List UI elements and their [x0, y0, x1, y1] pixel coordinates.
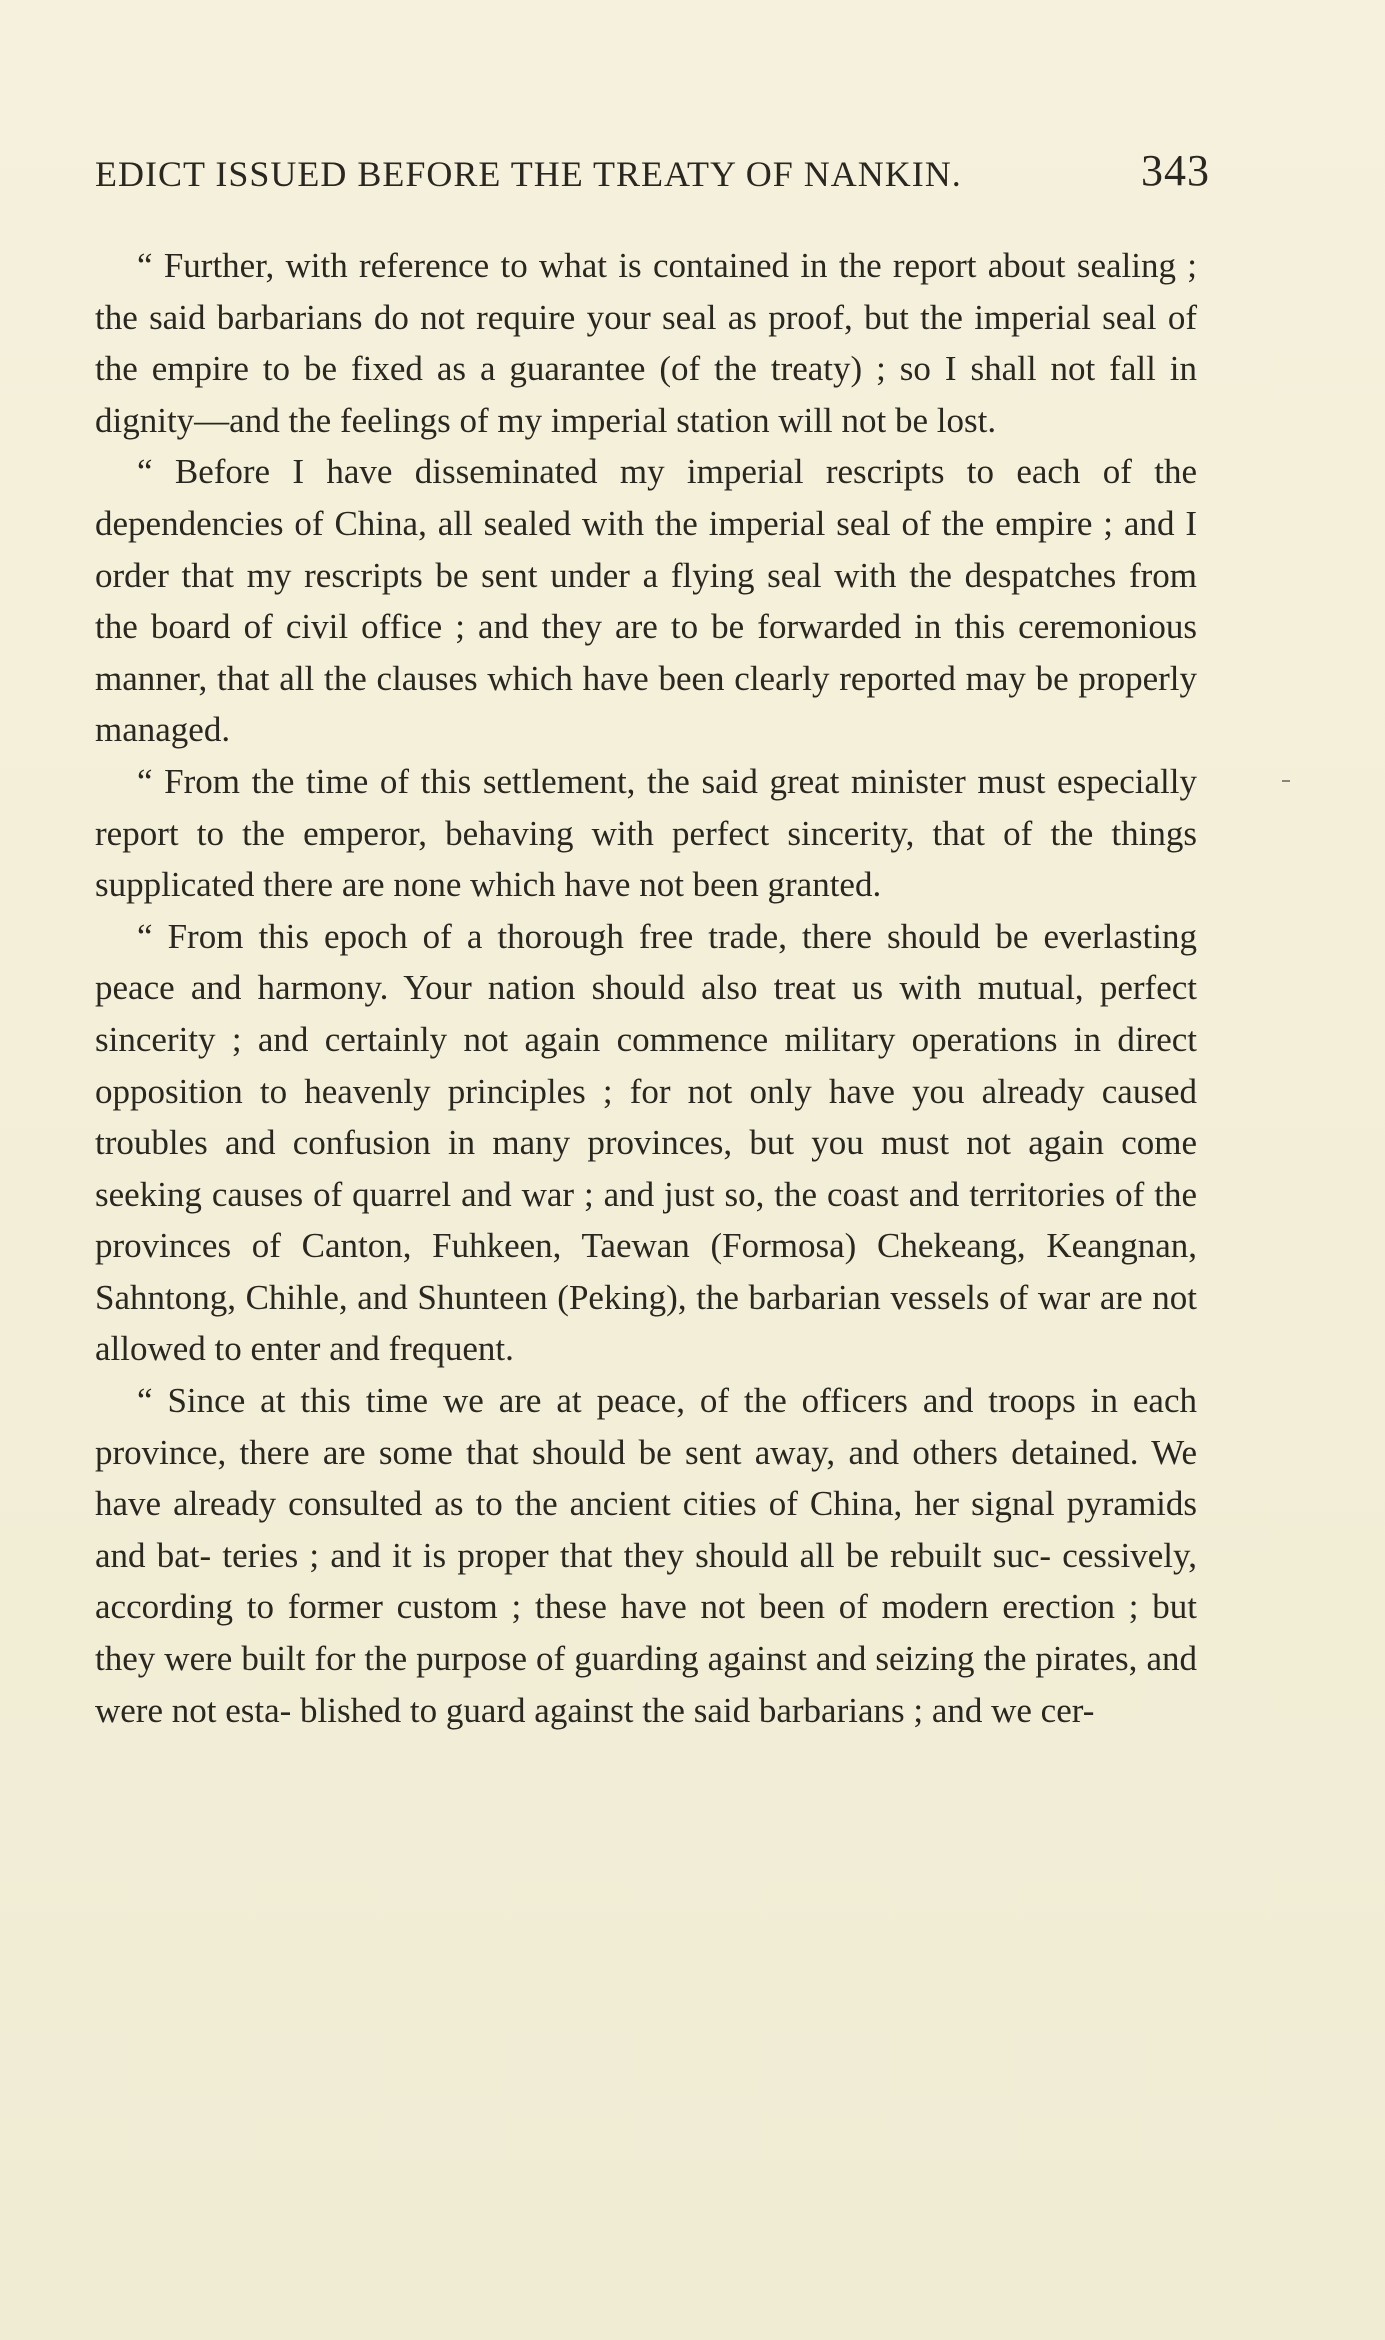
paragraph-free-trade: “ From this epoch of a thorough free trade, there should be everlasting peace and harmony. Your nation should also treat us with mutual, perfect sincerity ; and certainly not again commence military operations in direct opposition to heavenly principles ; for not only have you already caused troubles and confusion in many provinces, but you must not again come seeking causes of quarrel and war ; and just so, the coast and territories of the provinces of Canton, Fuhkeen, Taewan (Formosa) Chekeang, Keangnan, Sahntong, Chihle, and Shunteen (Peking), the barbarian vessels of war are not allowed to enter and frequent.	[95, 916, 1197, 1369]
running-header	[95, 145, 1210, 205]
margin-mark	[1282, 780, 1290, 782]
paragraph-settlement: “ From the time of this settlement, the said great minister must especially report to the emperor, behaving with perfect sincerity, that of the things supplicated there are none which have not been granted.	[95, 761, 1197, 905]
running-title: EDICT ISSUED BEFORE THE TREATY OF NANKIN.	[95, 154, 962, 194]
paragraph-rescripts: “ Before I have disseminated my imperial rescripts to each of the dependencies of China, all sealed with the imperial seal of the empire ; and I order that my rescripts be sent under a flying seal with the despatches from the board of civil office ; and they are to be forwarded in this ceremonious manner, that all the clauses which have been clearly reported may be properly managed.	[95, 452, 1197, 750]
paragraph-peace: “ Since at this time we are at peace, of the officers and troops in each province, there are some that should be sent away, and others detained. We have already consulted as to the ancient cities of China, her signal pyramids and bat- teries ; and it is proper that they should all be rebuilt suc- cessively, according to former custom ; these have not been of modern erection ; but they were built for the purpose of guarding against and seizing the pirates, and were not esta- blished to guard against the said barbarians ; and we cer-	[95, 1381, 1197, 1730]
page-number: 343	[1141, 146, 1210, 195]
body-text	[95, 240, 1197, 1736]
paragraph-sealing: “ Further, with reference to what is contained in the report about sealing ; the said barbarians do not require your seal as proof, but the imperial seal of the empire to be fixed as a guarantee (of the treaty) ; so I shall not fall in dignity—and the feelings of my imperial station will not be lost.	[95, 246, 1197, 440]
